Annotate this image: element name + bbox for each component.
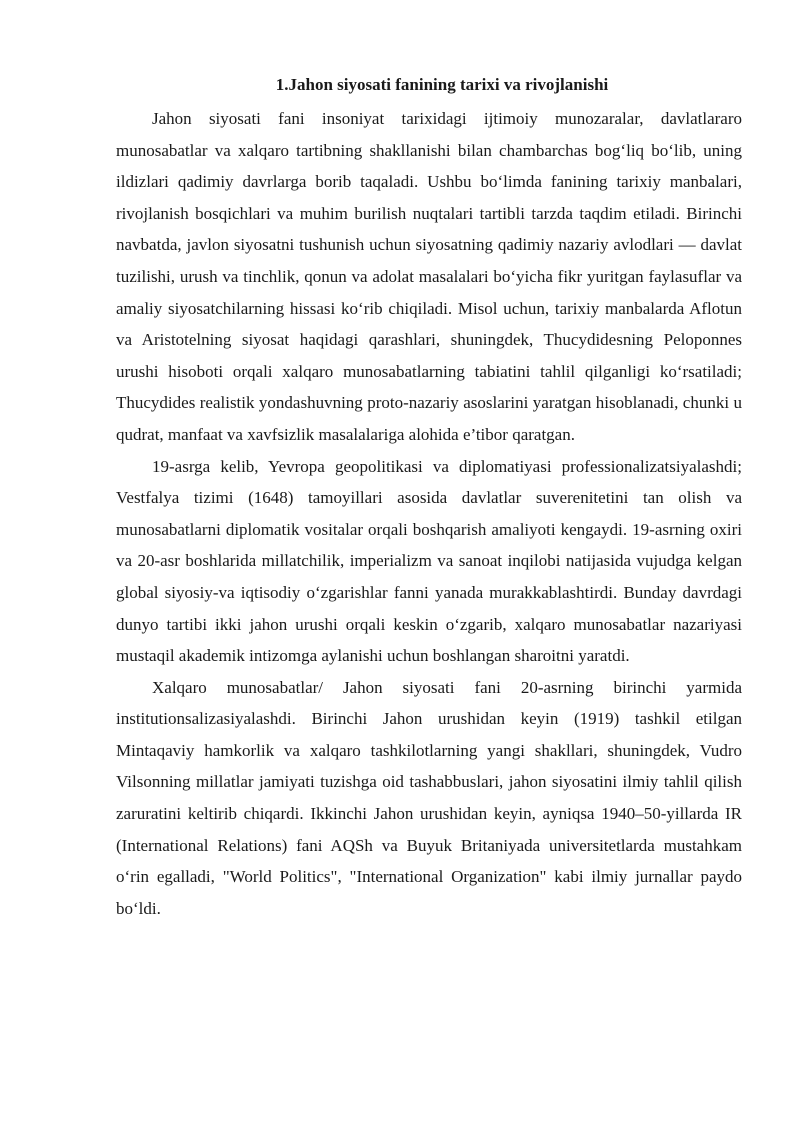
document-page: [116, 73, 742, 924]
paragraph-history-origins: Jahon siyosati fani insoniyat tarixidagi ijtimoiy munozaralar, davlatlararo munosabatlar va xalqaro tartibning shakllanishi bilan chambarchas bog‘liq bo‘lib, uning ildizlari qadimiy davrlarga borib taqaladi. Ushbu bo‘limda fanining tarixiy manbalari, rivojlanish bosqichlari va muhim burilish nuqtalari tartibli tarzda taqdim etiladi. Birinchi navbatda, javlon siyosatni tushunish uchun siyosatning qadimiy nazariy avlodlari — davlat tuzilishi, urush va tinchlik, qonun va adolat masalalari bo‘yicha fikr yuritgan faylasuflar va amaliy siyosatchilarning hissasi ko‘rib chiqiladi. Misol uchun, tarixiy manbalarda Aflotun va Aristotelning siyosat haqidagi qarashlari, shuningdek, Thucydidesning Peloponnes urushi hisoboti orqali xalqaro munosabatlarning tabiatini tahlil qilganligi ko‘rsatiladi; Thucydides realistik yondashuvning proto-nazariy asoslarini yaratgan hisoblanadi, chunki u qudrat, manfaat va xavfsizlik masalalariga alohida e’tibor qaratgan.: [116, 109, 742, 444]
paragraph-19th-century: 19-asrga kelib, Yevropa geopolitikasi va diplomatiyasi professionalizatsiyalashdi; Vestfalya tizimi (1648) tamoyillari asosida davlatlar suverenitetini tan olish va munosabatlarni diplomatik vositalar orqali boshqarish amaliyoti kengaydi. 19-asrning oxiri va 20-asr boshlarida millatchilik, imperializm va sanoat inqilobi natijasida vujudga kelgan global siyosiy-va iqtisodiy o‘zgarishlar fanni yanada murakkablashtirdi. Bunday davrdagi dunyo tartibi ikki jahon urushi orqali keskin o‘zgarib, xalqaro munosabatlar nazariyasi mustaqil akademik intizomga aylanishi uchun boshlangan sharoitni yaratdi.: [116, 456, 742, 666]
paragraph-20th-century: Xalqaro munosabatlar/ Jahon siyosati fani 20-asrning birinchi yarmida institutionsalizasiyalashdi. Birinchi Jahon urushidan keyin (1919) tashkil etilgan Mintaqaviy hamkorlik va xalqaro tashkilotlarning yangi shakllari, shuningdek, Vudro Vilsonning millatlar jamiyati tuzishga oid tashabbuslari, jahon siyosatini ilmiy tahlil qilish zaruratini keltirib chiqardi. Ikkinchi Jahon urushidan keyin, ayniqsa 1940–50-yillarda IR (International Relations) fani AQSh va Buyuk Britaniyada universitetlarda mustahkam o‘rin egalladi, "World Politics", "International Organization" kabi ilmiy jurnallar paydo bo‘ldi.: [116, 677, 742, 918]
section-heading: 1.Jahon siyosati fanining tarixi va rivojlanishi: [275, 75, 609, 94]
